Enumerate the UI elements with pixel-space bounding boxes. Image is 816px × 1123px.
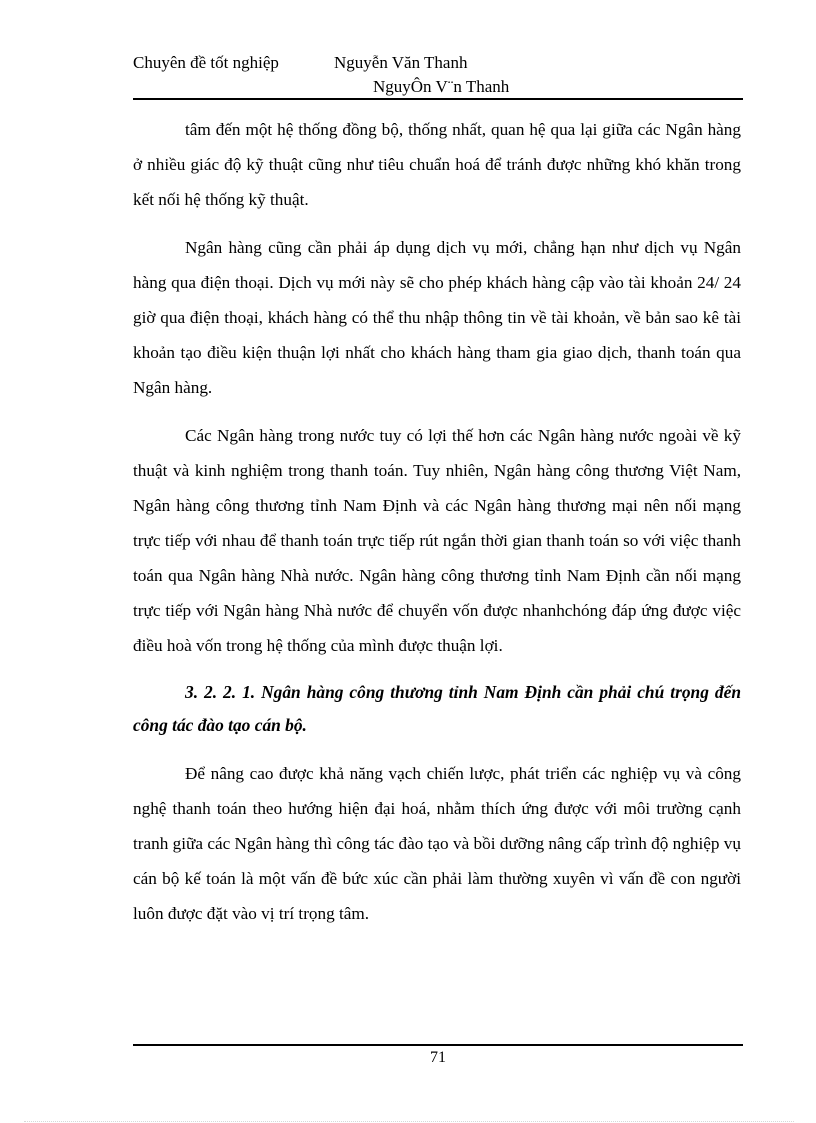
paragraph-4: Để nâng cao được khả năng vạch chiến lược, phát triển các nghiệp vụ và công nghệ thanh toán theo hướng hiện đại hoá, nhằm thích ứng được với môi trường cạnh tranh giữa các Ngân hàng thì công tác đào tạo và bồi dưỡng nâng cấp trình độ nghiệp vụ cán bộ kế toán là một vấn đề bức xúc cần phải làm thường xuyên vì vấn đề con người luôn được đặt vào vị trí trọng tâm. [133,764,741,923]
footer-divider [133,1044,743,1046]
page-header [133,52,743,100]
header-author-garbled: NguyÔn V¨n Thanh [373,77,510,96]
header-divider [133,98,743,100]
header-subject: Chuyên đề tốt nghiệp [133,53,279,72]
page-bottom-border [24,1121,794,1122]
paragraph-2: Ngân hàng cũng cần phải áp dụng dịch vụ mới, chẳng hạn như dịch vụ Ngân hàng qua điện thoại. Dịch vụ mới này sẽ cho phép khách hàng cập vào tài khoản 24/ 24 giờ qua điện thoại, khách hàng có thể thu nhập thông tin về tài khoản, về bản sao kê tài khoản tạo điều kiện thuận lợi nhất cho khách hàng tham gia giao dịch, thanh toán qua Ngân hàng. [133,238,741,397]
page-body [133,112,741,944]
paragraph-3: Các Ngân hàng trong nước tuy có lợi thế hơn các Ngân hàng nước ngoài về kỹ thuật và kinh nghiệm trong thanh toán. Tuy nhiên, Ngân hàng công thương Việt Nam, Ngân hàng công thương tỉnh Nam Định và các Ngân hàng thương mại nên nối mạng trực tiếp với nhau để thanh toán trực tiếp rút ngắn thời gian thanh toán so với việc thanh toán qua Ngân hàng Nhà nước. Ngân hàng công thương tỉnh Nam Định cần nối mạng trực tiếp với Ngân hàng Nhà nước để chuyển vốn được nhanhchóng đáp ứng được việc điều hoà vốn trong hệ thống của mình được thuận lợi. [133,426,741,655]
page-number: 71 [430,1049,446,1066]
paragraph-1: tâm đến một hệ thống đồng bộ, thống nhất, quan hệ qua lại giữa các Ngân hàng ở nhiều giác độ kỹ thuật cũng như tiêu chuẩn hoá để tránh được những khó khăn trong kết nối hệ thống kỹ thuật. [133,120,741,209]
header-author: Nguyễn Văn Thanh [334,53,468,72]
section-heading: 3. 2. 2. 1. Ngân hàng công thương tỉnh Nam Định cần phải chú trọng đến công tác đào tạo cán bộ. [133,682,741,735]
